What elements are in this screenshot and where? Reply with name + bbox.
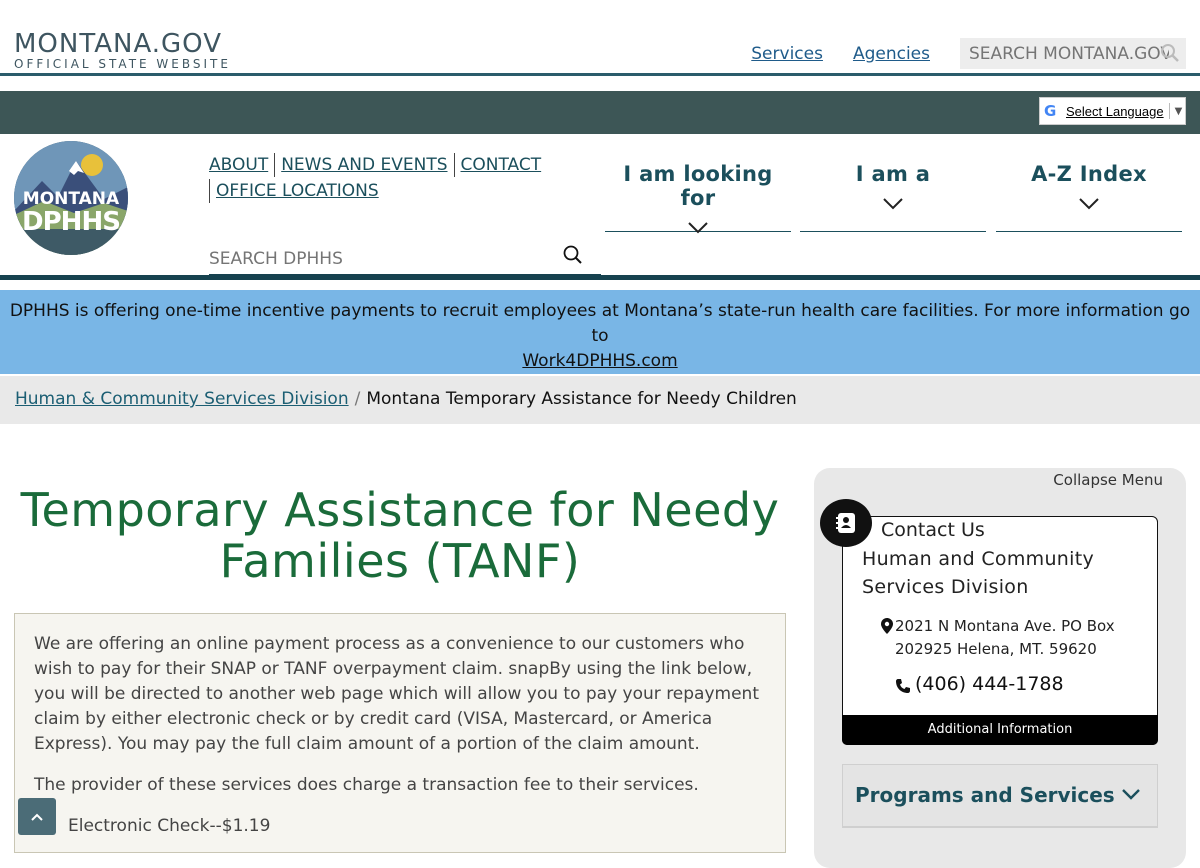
address-text: 2021 N Montana Ave. PO Box 202925 Helena, MT. 59620 <box>895 617 1115 658</box>
alert-text: DPHHS is offering one-time incentive payments to recruit employees at Montana’s state-run health care facilities. For more information go to <box>9 301 1191 346</box>
contact-card-icon <box>820 499 872 547</box>
contact-address <box>895 615 1135 661</box>
chevron-down-icon <box>605 220 791 239</box>
breadcrumb-separator: / <box>354 389 361 409</box>
chevron-down-icon <box>1121 785 1141 804</box>
phone-icon <box>895 677 911 699</box>
programs-accordion[interactable] <box>842 764 1158 828</box>
link-divider <box>274 153 275 177</box>
menu-label: A-Z Index <box>1031 162 1147 186</box>
logo-montana-text: MONTANA <box>22 189 120 209</box>
dphhs-search-input[interactable] <box>209 244 549 269</box>
collapse-menu-button[interactable]: Collapse Menu <box>1053 471 1163 489</box>
back-to-top-button[interactable] <box>18 798 56 835</box>
page-title: Temporary Assistance for Needy Families (TANF) <box>20 483 780 588</box>
google-icon: G <box>1044 102 1057 120</box>
menu-i-am-a[interactable] <box>800 162 986 232</box>
programs-label: Programs and Services <box>855 783 1115 807</box>
site-links <box>209 152 569 204</box>
menu-label: I am looking for <box>623 162 773 210</box>
search-icon[interactable] <box>1160 43 1180 67</box>
language-select-label[interactable]: Select Language <box>1066 103 1164 119</box>
menu-i-am-looking-for[interactable] <box>605 162 791 232</box>
state-nav-services[interactable]: Services <box>751 43 823 64</box>
additional-info-button[interactable]: Additional Information <box>842 715 1158 745</box>
contact-card <box>842 516 1158 745</box>
translate-bar <box>0 91 1200 134</box>
contact-heading: Contact Us <box>881 519 985 541</box>
state-search-input[interactable] <box>969 44 1169 64</box>
chevron-down-icon <box>996 196 1182 215</box>
menu-label: I am a <box>855 162 931 186</box>
breadcrumb-current: Montana Temporary Assistance for Needy Children <box>366 389 797 409</box>
menu-a-z-index[interactable] <box>996 162 1182 232</box>
map-pin-icon <box>881 618 893 641</box>
language-select[interactable] <box>1039 97 1186 125</box>
phone-number[interactable]: (406) 444-1788 <box>915 673 1064 695</box>
dropdown-arrow-icon[interactable]: ▼ <box>1174 105 1183 117</box>
link-divider <box>209 179 210 203</box>
link-office-locations[interactable]: OFFICE LOCATIONS <box>216 181 379 201</box>
payment-paragraph: We are offering an online payment process as a convenience to our customers who wish to pay for their SNAP or TANF overpayment claim. snapBy using the link below, you will be directed to another web page which will allow you to pay your repayment claim by either electronic check or by credit card (VISA, Mastercard, or America Express). You may pay the full claim amount of a portion of the claim amount. <box>34 634 759 754</box>
payment-info-box <box>14 613 786 853</box>
dphhs-logo[interactable] <box>14 141 128 255</box>
state-nav-agencies[interactable]: Agencies <box>852 43 930 64</box>
dphhs-search <box>209 244 601 276</box>
breadcrumb-parent[interactable]: Human & Community Services Division <box>15 389 349 409</box>
montana-gov-logo[interactable] <box>14 30 231 71</box>
breadcrumb <box>0 376 1200 424</box>
site-header <box>0 134 1200 280</box>
state-logo-name: MONTANA.GOV <box>14 29 222 59</box>
link-divider <box>454 153 455 177</box>
logo-dphhs-text: DPHHS <box>22 207 120 237</box>
chevron-down-icon <box>800 196 986 215</box>
link-contact[interactable]: CONTACT <box>460 155 542 175</box>
fee-paragraph: The provider of these services does charge a transaction fee to their services. <box>34 775 699 795</box>
fee-item: Electronic Check--$1.19 <box>68 816 271 836</box>
link-news-and-events[interactable]: NEWS AND EVENTS <box>281 155 448 175</box>
state-search <box>960 38 1186 69</box>
contact-division: Human and Community Services Division <box>862 548 1095 598</box>
contact-phone[interactable] <box>895 673 1064 695</box>
state-nav <box>751 38 1186 69</box>
link-about[interactable]: ABOUT <box>209 155 269 175</box>
alert-link[interactable]: Work4DPHHS.com <box>522 351 678 371</box>
state-header <box>0 0 1200 76</box>
chevron-up-icon <box>30 807 44 826</box>
search-icon[interactable] <box>562 244 584 270</box>
language-select-divider <box>1169 103 1170 119</box>
state-logo-subtitle: OFFICIAL STATE WEBSITE <box>14 57 231 71</box>
sidebar <box>814 468 1186 868</box>
alert-banner <box>0 290 1200 374</box>
